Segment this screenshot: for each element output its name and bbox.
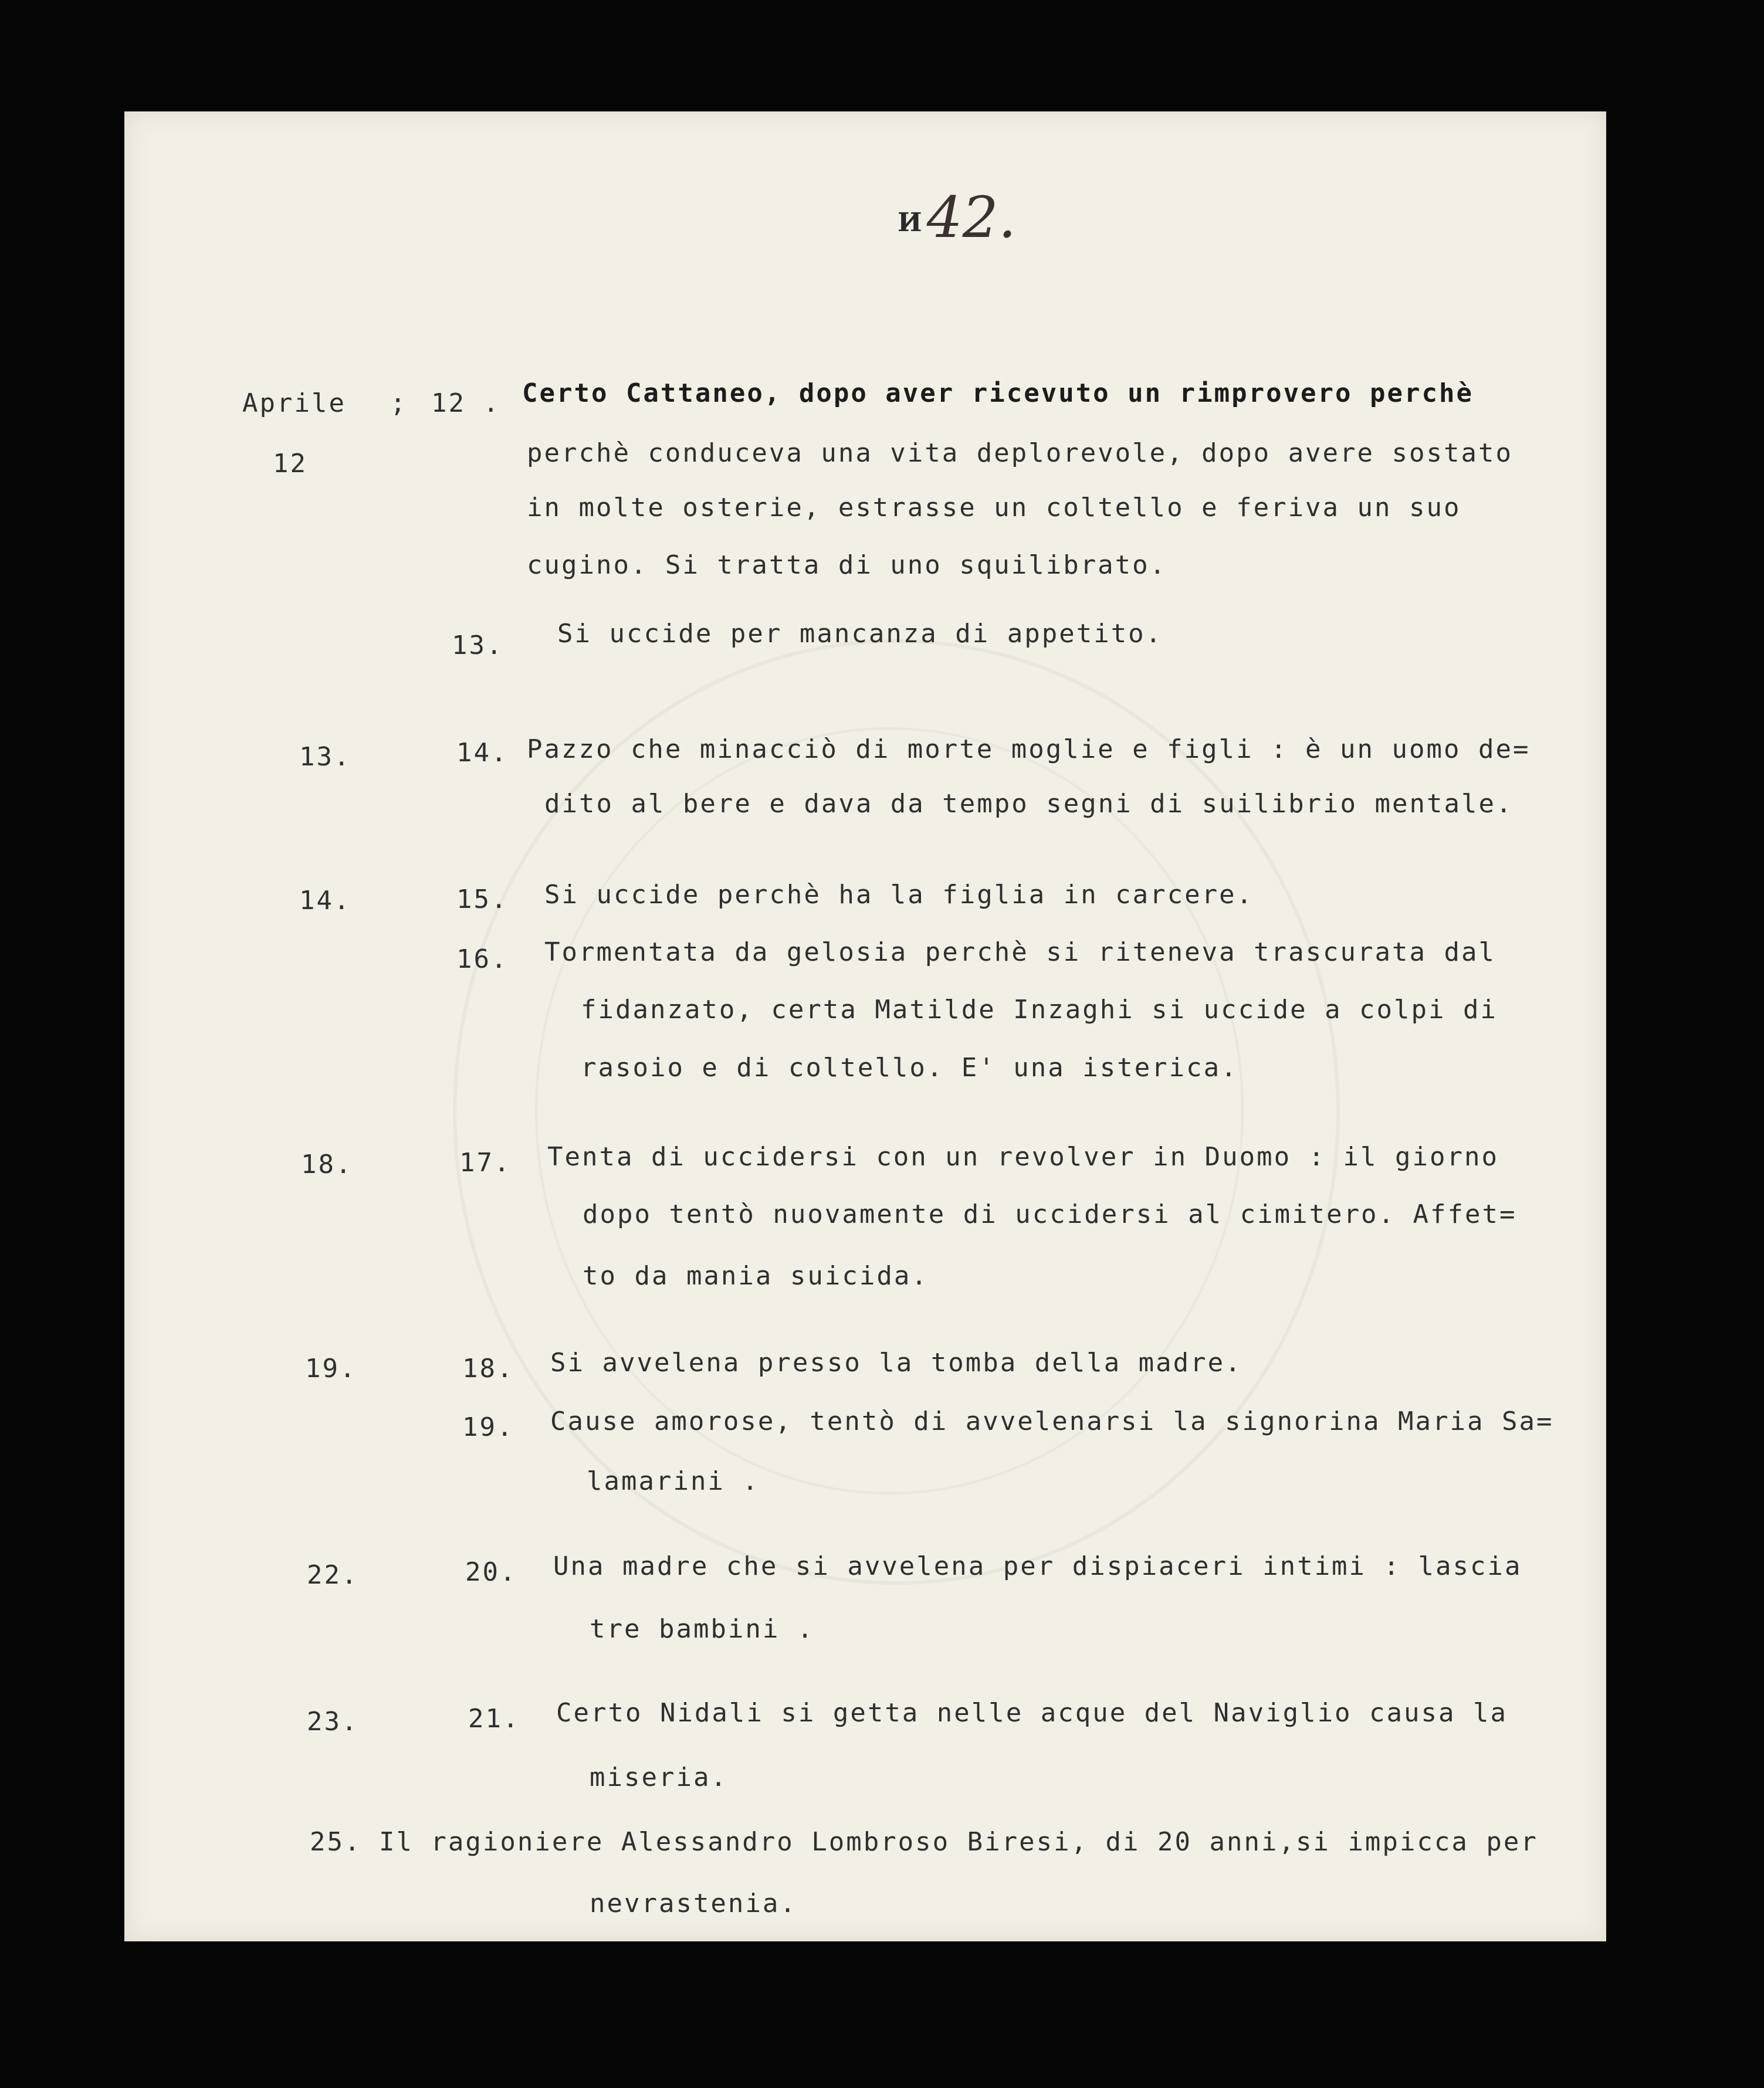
entry-text-line: Cause amorose, tentò di avvelenarsi la signorina Maria Sa= <box>550 1406 1554 1436</box>
entry-text-line: Tenta di uccidersi con un revolver in Duomo : il giorno <box>547 1142 1499 1172</box>
entry-text-line: 25. Il ragioniere Alessandro Lombroso Biresi, di 20 anni,si impicca per <box>310 1827 1538 1857</box>
entry-date: 19. <box>305 1354 357 1384</box>
sub-date: 12 <box>273 449 307 479</box>
entry-text-line: Una madre che si avvelena per dispiaceri intimi : lascia <box>553 1551 1522 1581</box>
entry-number: 16. <box>456 944 509 974</box>
entry-text-line: Certo Nidali si getta nelle acque del Naviglio causa la <box>556 1698 1508 1728</box>
entry-text-line: cugino. Si tratta di uno squilibrato. <box>527 550 1167 580</box>
entry-date: 18. <box>301 1150 353 1179</box>
entry-number: 13. <box>452 631 504 660</box>
struck-folio-mark: И <box>898 207 922 238</box>
entry-text-line: tre bambini . <box>590 1614 815 1644</box>
entry-number: 12 . <box>431 388 500 418</box>
entry-number: 17. <box>459 1148 512 1178</box>
entry-number: 20. <box>465 1557 517 1587</box>
entry-text-line: in molte osterie, estrasse un coltello e feriva un suo <box>527 493 1461 523</box>
entry-date: 22. <box>307 1560 359 1590</box>
entry-text-line: Si uccide per mancanza di appetito. <box>557 619 1163 649</box>
entry-text-line: Si uccide perchè ha la figlia in carcere. <box>544 880 1254 910</box>
entry-text-line: rasoio e di coltello. E' una isterica. <box>581 1053 1238 1083</box>
folio-number-text: 42. <box>926 185 1017 250</box>
entry-number: 21. <box>468 1704 520 1734</box>
entry-text-line: perchè conduceva una vita deplorevole, dopo avere sostato <box>527 438 1513 468</box>
entry-number: 18. <box>462 1354 514 1384</box>
entry-text-line: fidanzato, certa Matilde Inzaghi si uccide a colpi di <box>581 995 1498 1025</box>
entry-text-line: Si avvelena presso la tomba della madre. <box>550 1348 1242 1378</box>
entry-text-line: lamarini . <box>587 1466 760 1496</box>
entry-number: 19. <box>462 1412 514 1442</box>
entry-date: 13. <box>299 742 351 772</box>
folio-number <box>898 185 1016 250</box>
entry-text-line: dopo tentò nuovamente di uccidersi al cimitero. Affet= <box>583 1199 1517 1229</box>
entry-number: 14. <box>456 738 509 768</box>
entry-text-line: nevrastenia. <box>590 1889 797 1918</box>
entry-text-line: Pazzo che minacciò di morte moglie e figli : è un uomo de= <box>527 734 1531 764</box>
entry-number: 15. <box>456 884 509 914</box>
entry-text-line: Tormentata da gelosia perchè si riteneva trascurata dal <box>544 937 1496 967</box>
entry-date: 23. <box>307 1707 359 1737</box>
entry-text-line: to da mania suicida. <box>583 1261 929 1291</box>
faint-stamp-imprint-inner <box>535 727 1244 1494</box>
entry-text-line: miseria. <box>590 1762 728 1792</box>
entry-date: 14. <box>299 886 351 916</box>
month-label: Aprile <box>242 388 346 418</box>
month-separator: ; <box>390 388 408 418</box>
entry-text-line: dito al bere e dava da tempo segni di suilibrio mentale. <box>544 789 1514 819</box>
entry-text-line: Certo Cattaneo, dopo aver ricevuto un rimprovero perchè <box>522 378 1474 408</box>
